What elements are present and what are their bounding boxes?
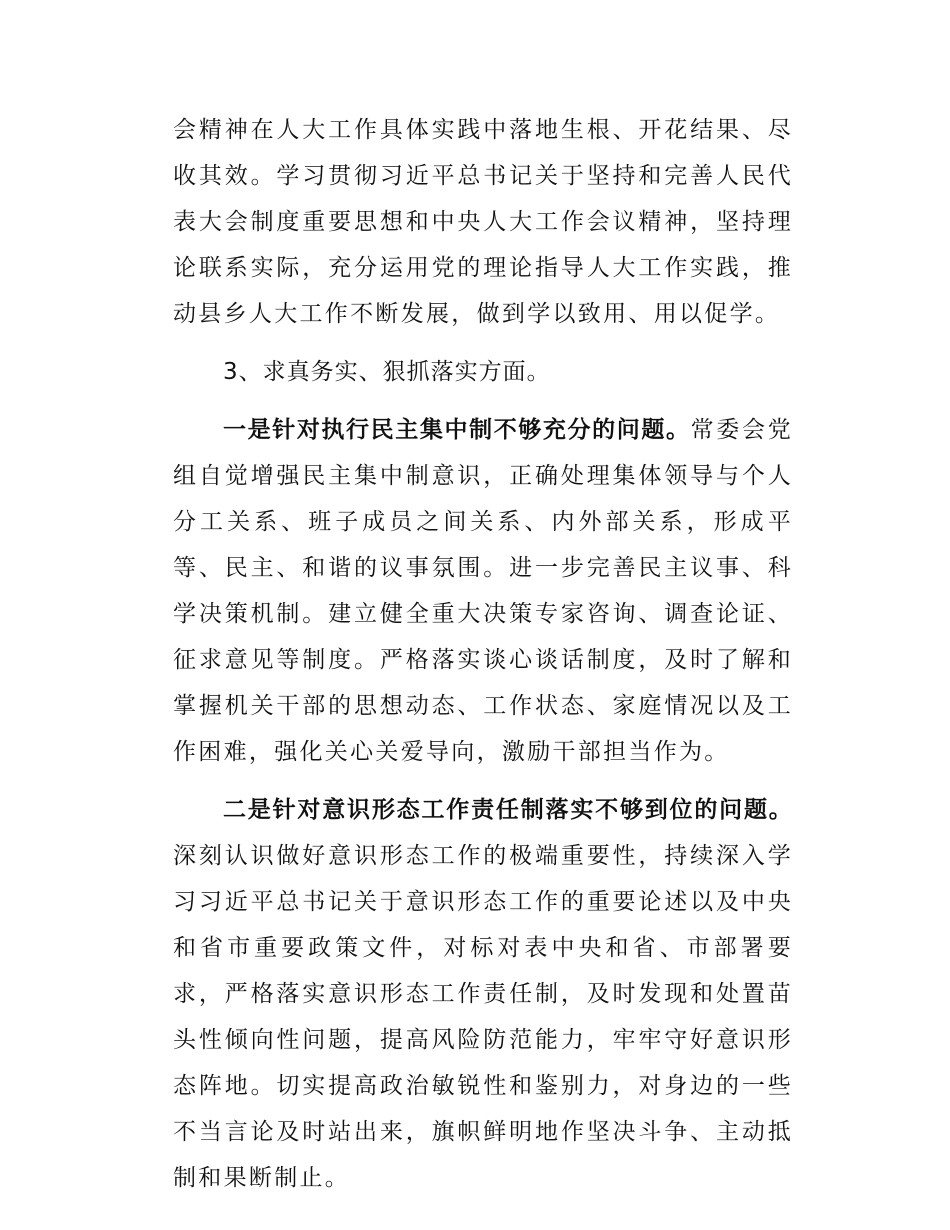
- paragraph-body-1: 常委会党组自觉增强民主集中制意识，正确处理集体领导与个人分工关系、班子成员之间关系、内外部关系，形成平等、民主、和谐的议事氛围。进一步完善民主议事、科学决策机制。建立健全重大决策专家咨询、调查论证、征求意见等制度。严格落实谈心谈话制度，及时了解和掌握机关干部的思想动态、工作状态、家庭情况以及工作困难，强化关心关爱导向，激励干部担当作为。: [173, 417, 793, 765]
- document-body: [173, 107, 793, 1213]
- paragraph-ideology-responsibility: [173, 787, 793, 1201]
- paragraph-body-2: 深刻认识做好意识形态工作的极端重要性，持续深入学习习近平总书记关于意识形态工作的重要论述以及中央和省市重要政策文件，对标对表中央和省、市部署要求，严格落实意识形态工作责任制，及时发现和处置苗头性倾向性问题，提高风险防范能力，牢牢守好意识形态阵地。切实提高政治敏锐性和鉴别力，对身边的一些不当言论及时站出来，旗帜鲜明地作坚决斗争、主动抵制和果断制止。: [173, 843, 793, 1191]
- section-heading-3: 3、求真务实、狠抓落实方面。: [223, 359, 551, 385]
- paragraph-lead-2: 二是针对意识形态工作责任制落实不够到位的问题。: [223, 797, 793, 823]
- paragraph-democratic-centralism: [173, 407, 793, 775]
- paragraph-continuation: 会精神在人大工作具体实践中落地生根、开花结果、尽收其效。学习贯彻习近平总书记关于坚持和完善人民代表大会制度重要思想和中央人大工作会议精神，坚持理论联系实际，充分运用党的理论指导人大工作实践，推动县乡人大工作不断发展，做到学以致用、用以促学。: [173, 117, 793, 327]
- paragraph-lead-1: 一是针对执行民主集中制不够充分的问题。: [223, 417, 691, 443]
